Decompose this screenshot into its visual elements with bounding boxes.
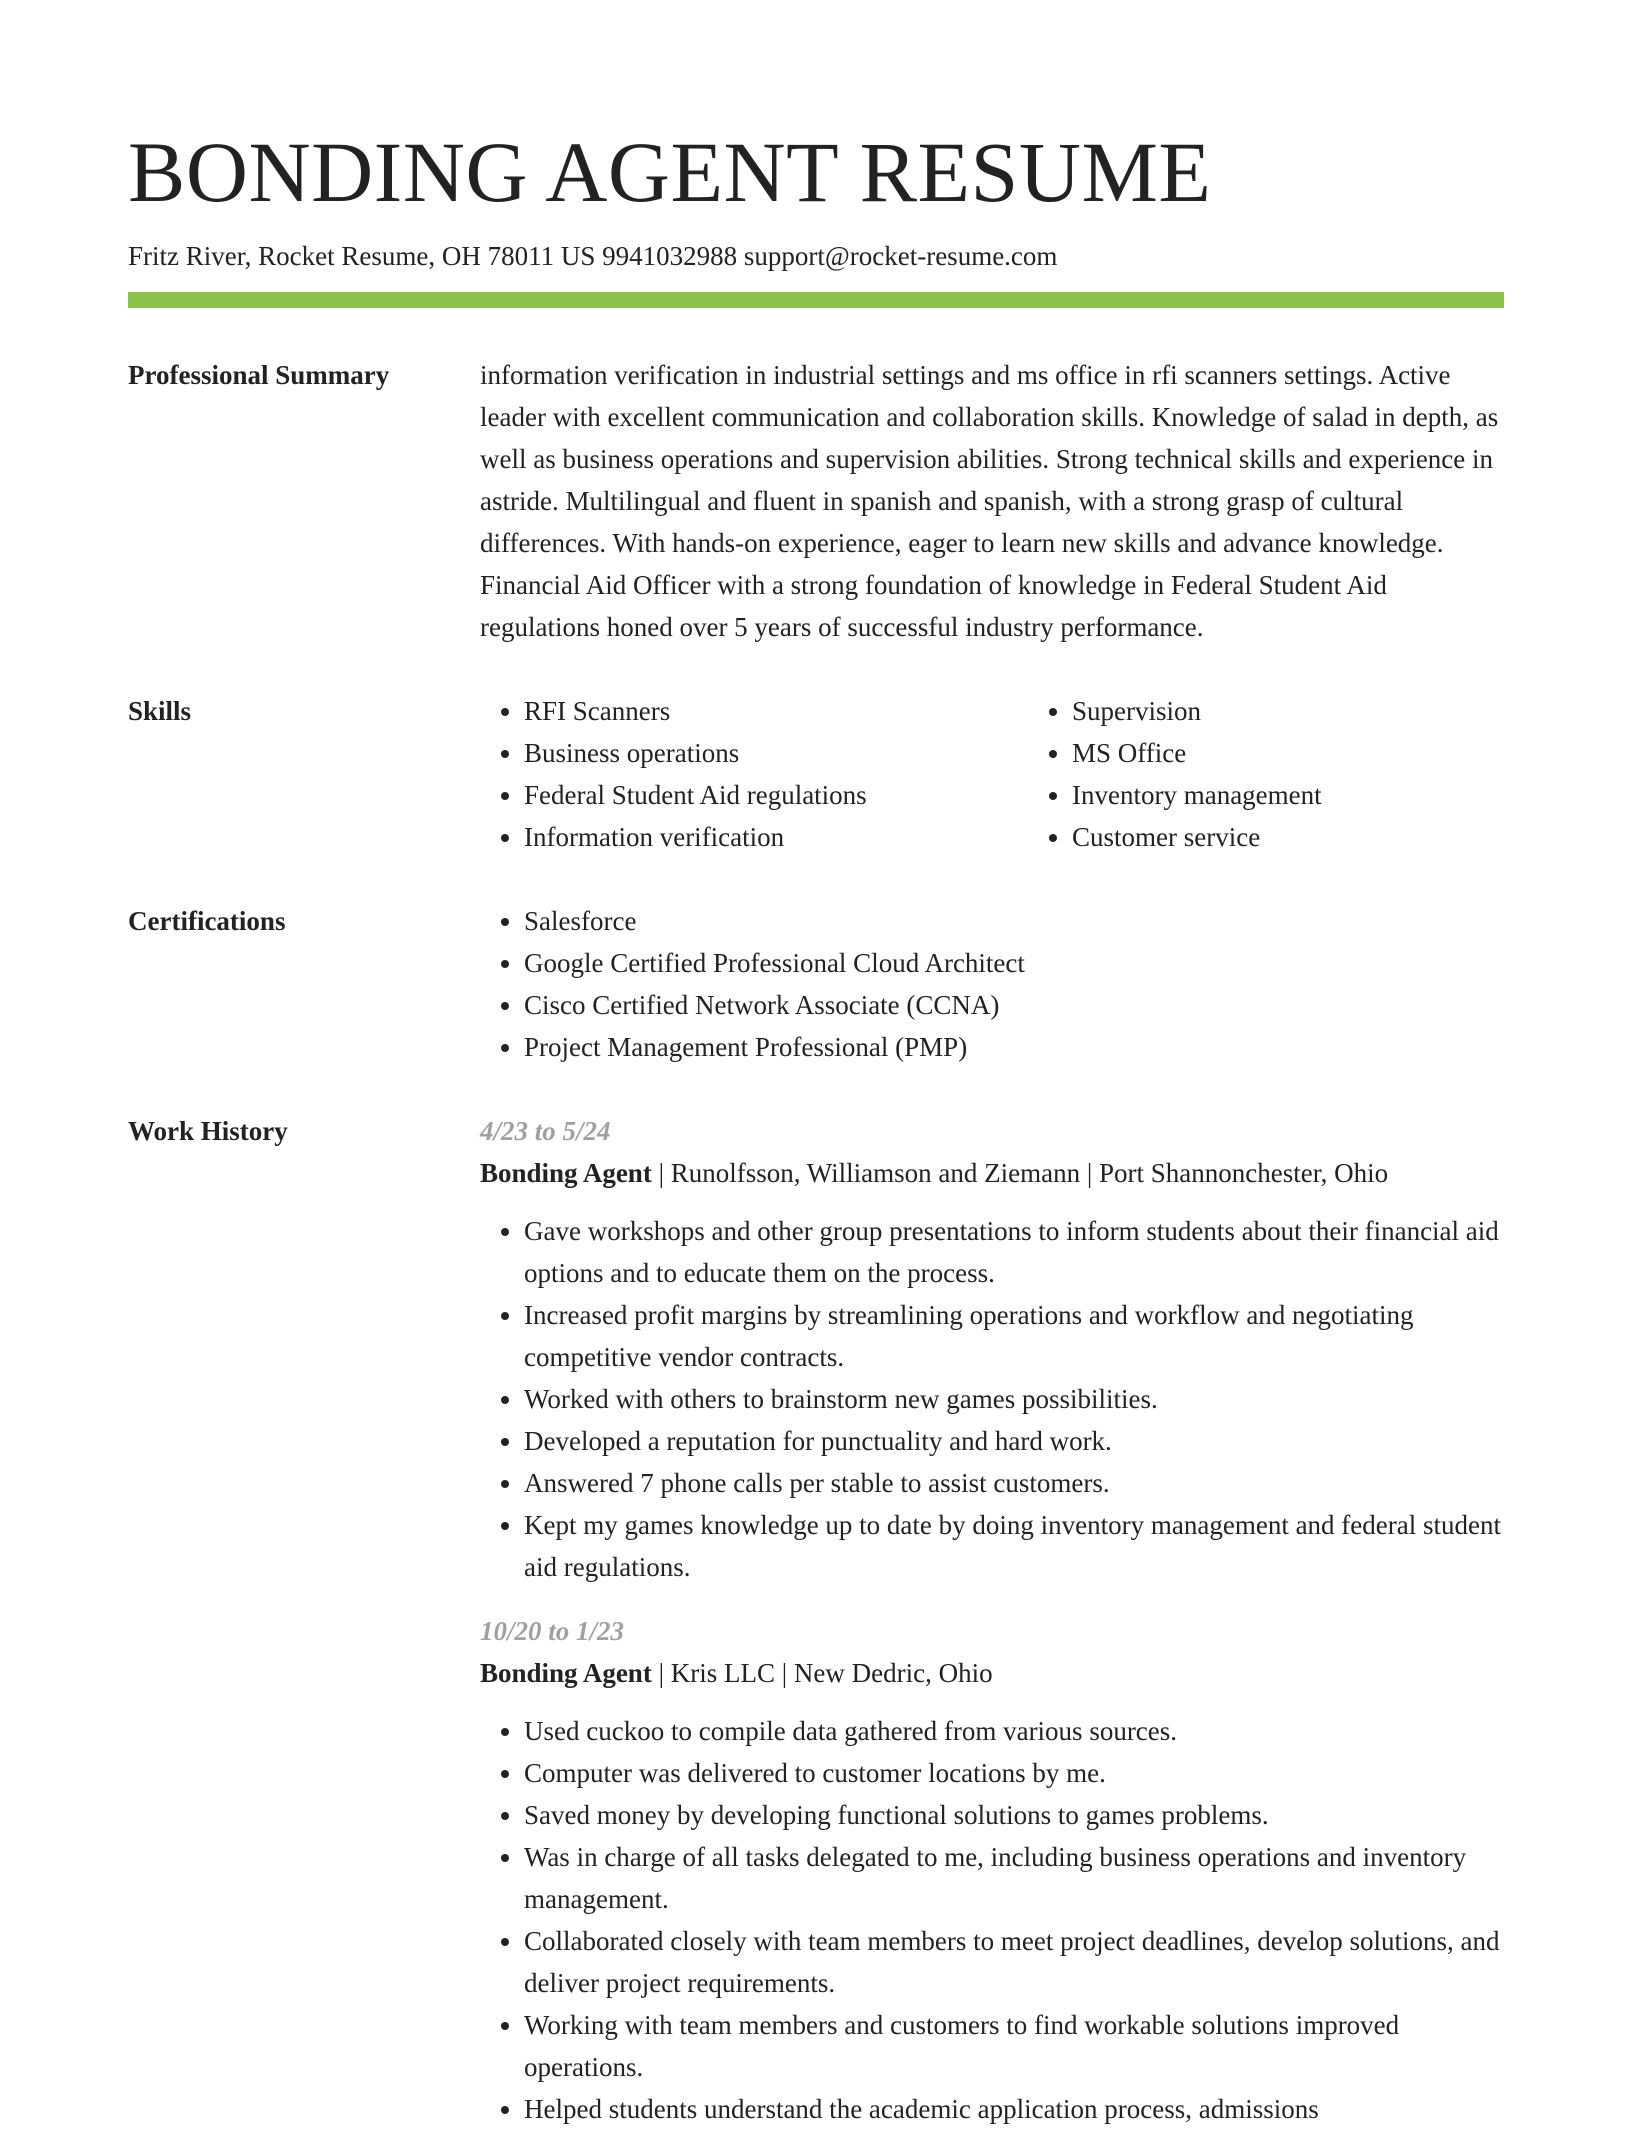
contact-company: Rocket Resume, xyxy=(258,241,436,271)
job-title: Bonding Agent xyxy=(480,1158,652,1188)
contact-location: OH 78011 US xyxy=(441,241,596,271)
certification-item: • Salesforce xyxy=(524,900,1504,942)
job-bullet: • Was in charge of all tasks delegated to me, including business operations and inventory management. xyxy=(524,1836,1504,1920)
skills-list-left xyxy=(480,690,984,858)
skill-item: • Federal Student Aid regulations xyxy=(524,774,984,816)
job-heading xyxy=(480,1152,1504,1194)
skill-item: • Supervision xyxy=(1072,690,1532,732)
job-bullet: • Increased profit margins by streamlining operations and workflow and negotiating competitive vendor contracts. xyxy=(524,1294,1504,1378)
job-company: Kris LLC xyxy=(670,1658,775,1688)
job-location: New Dedric, Ohio xyxy=(793,1658,993,1688)
job-company: Runolfsson, Williamson and Ziemann xyxy=(670,1158,1081,1188)
job-bullet: • Used cuckoo to compile data gathered from various sources. xyxy=(524,1710,1504,1752)
job-entry xyxy=(480,1110,1504,1588)
certifications-list xyxy=(480,900,1504,1068)
job-bullet: • Collaborated closely with team members to meet project deadlines, develop solutions, and deliver project requirements. xyxy=(524,1920,1504,2004)
certification-item: • Cisco Certified Network Associate (CCNA) xyxy=(524,984,1504,1026)
job-bullet: • Helped students understand the academic application process, admissions xyxy=(524,2088,1504,2130)
contact-phone: 9941032988 xyxy=(602,241,738,271)
job-bullet: • Developed a reputation for punctuality and hard work. xyxy=(524,1420,1504,1462)
summary-text: information verification in industrial settings and ms office in rfi scanners settings. Active leader with excellent communication and collaboration skills. Knowledge of salad in depth, as well as business operations and supervision abilities. Strong technical skills and experience in astride. Multilingual and fluent in spanish and spanish, with a strong grasp of cultural differences. With hands-on experience, eager to learn new skills and advance knowledge. Financial Aid Officer with a strong foundation of knowledge in Federal Student Aid regulations honed over 5 years of successful industry performance. xyxy=(480,360,1499,642)
skills-section xyxy=(128,690,1504,858)
skill-item: • Information verification xyxy=(524,816,984,858)
skill-item: • Business operations xyxy=(524,732,984,774)
job-bullets xyxy=(480,1210,1504,1588)
job-bullet: • Working with team members and customers to find workable solutions improved operations. xyxy=(524,2004,1504,2088)
skill-item: • Inventory management xyxy=(1072,774,1532,816)
summary-section xyxy=(128,354,1504,648)
skill-item: • Customer service xyxy=(1072,816,1532,858)
job-bullet: • Saved money by developing functional solutions to games problems. xyxy=(524,1794,1504,1836)
skill-item: • MS Office xyxy=(1072,732,1532,774)
contact-name: Fritz River, xyxy=(128,241,252,271)
job-bullets xyxy=(480,1710,1504,2130)
job-bullet: • Gave workshops and other group presentations to inform students about their financial aid options and to educate them on the process. xyxy=(524,1210,1504,1294)
header-divider xyxy=(128,292,1504,308)
job-title: Bonding Agent xyxy=(480,1658,652,1688)
certification-item: • Google Certified Professional Cloud Architect xyxy=(524,942,1504,984)
contact-email: support@rocket-resume.com xyxy=(743,241,1058,271)
job-bullet: • Kept my games knowledge up to date by doing inventory management and federal student aid regulations. xyxy=(524,1504,1504,1588)
contact-line xyxy=(128,236,1504,276)
certification-item: • Project Management Professional (PMP) xyxy=(524,1026,1504,1068)
job-location: Port Shannonchester, Ohio xyxy=(1099,1158,1389,1188)
work-history-label: Work History xyxy=(128,1116,288,1146)
work-history-section xyxy=(128,1110,1504,2152)
job-bullet: • Answered 7 phone calls per stable to assist customers. xyxy=(524,1462,1504,1504)
job-heading xyxy=(480,1652,1504,1694)
resume-title: BONDING AGENT RESUME xyxy=(128,124,1212,220)
skills-label: Skills xyxy=(128,696,192,726)
job-dates: 10/20 to 1/23 xyxy=(480,1616,625,1646)
job-bullet: • Worked with others to brainstorm new games possibilities. xyxy=(524,1378,1504,1420)
job-dates: 4/23 to 5/24 xyxy=(480,1116,611,1146)
skills-list-right xyxy=(1028,690,1532,858)
certifications-label: Certifications xyxy=(128,906,286,936)
resume-page xyxy=(128,116,1504,2152)
summary-label: Professional Summary xyxy=(128,360,390,390)
skill-item: • RFI Scanners xyxy=(524,690,984,732)
certifications-section xyxy=(128,900,1504,1068)
job-bullet: • Computer was delivered to customer locations by me. xyxy=(524,1752,1504,1794)
job-entry xyxy=(480,1610,1504,2130)
